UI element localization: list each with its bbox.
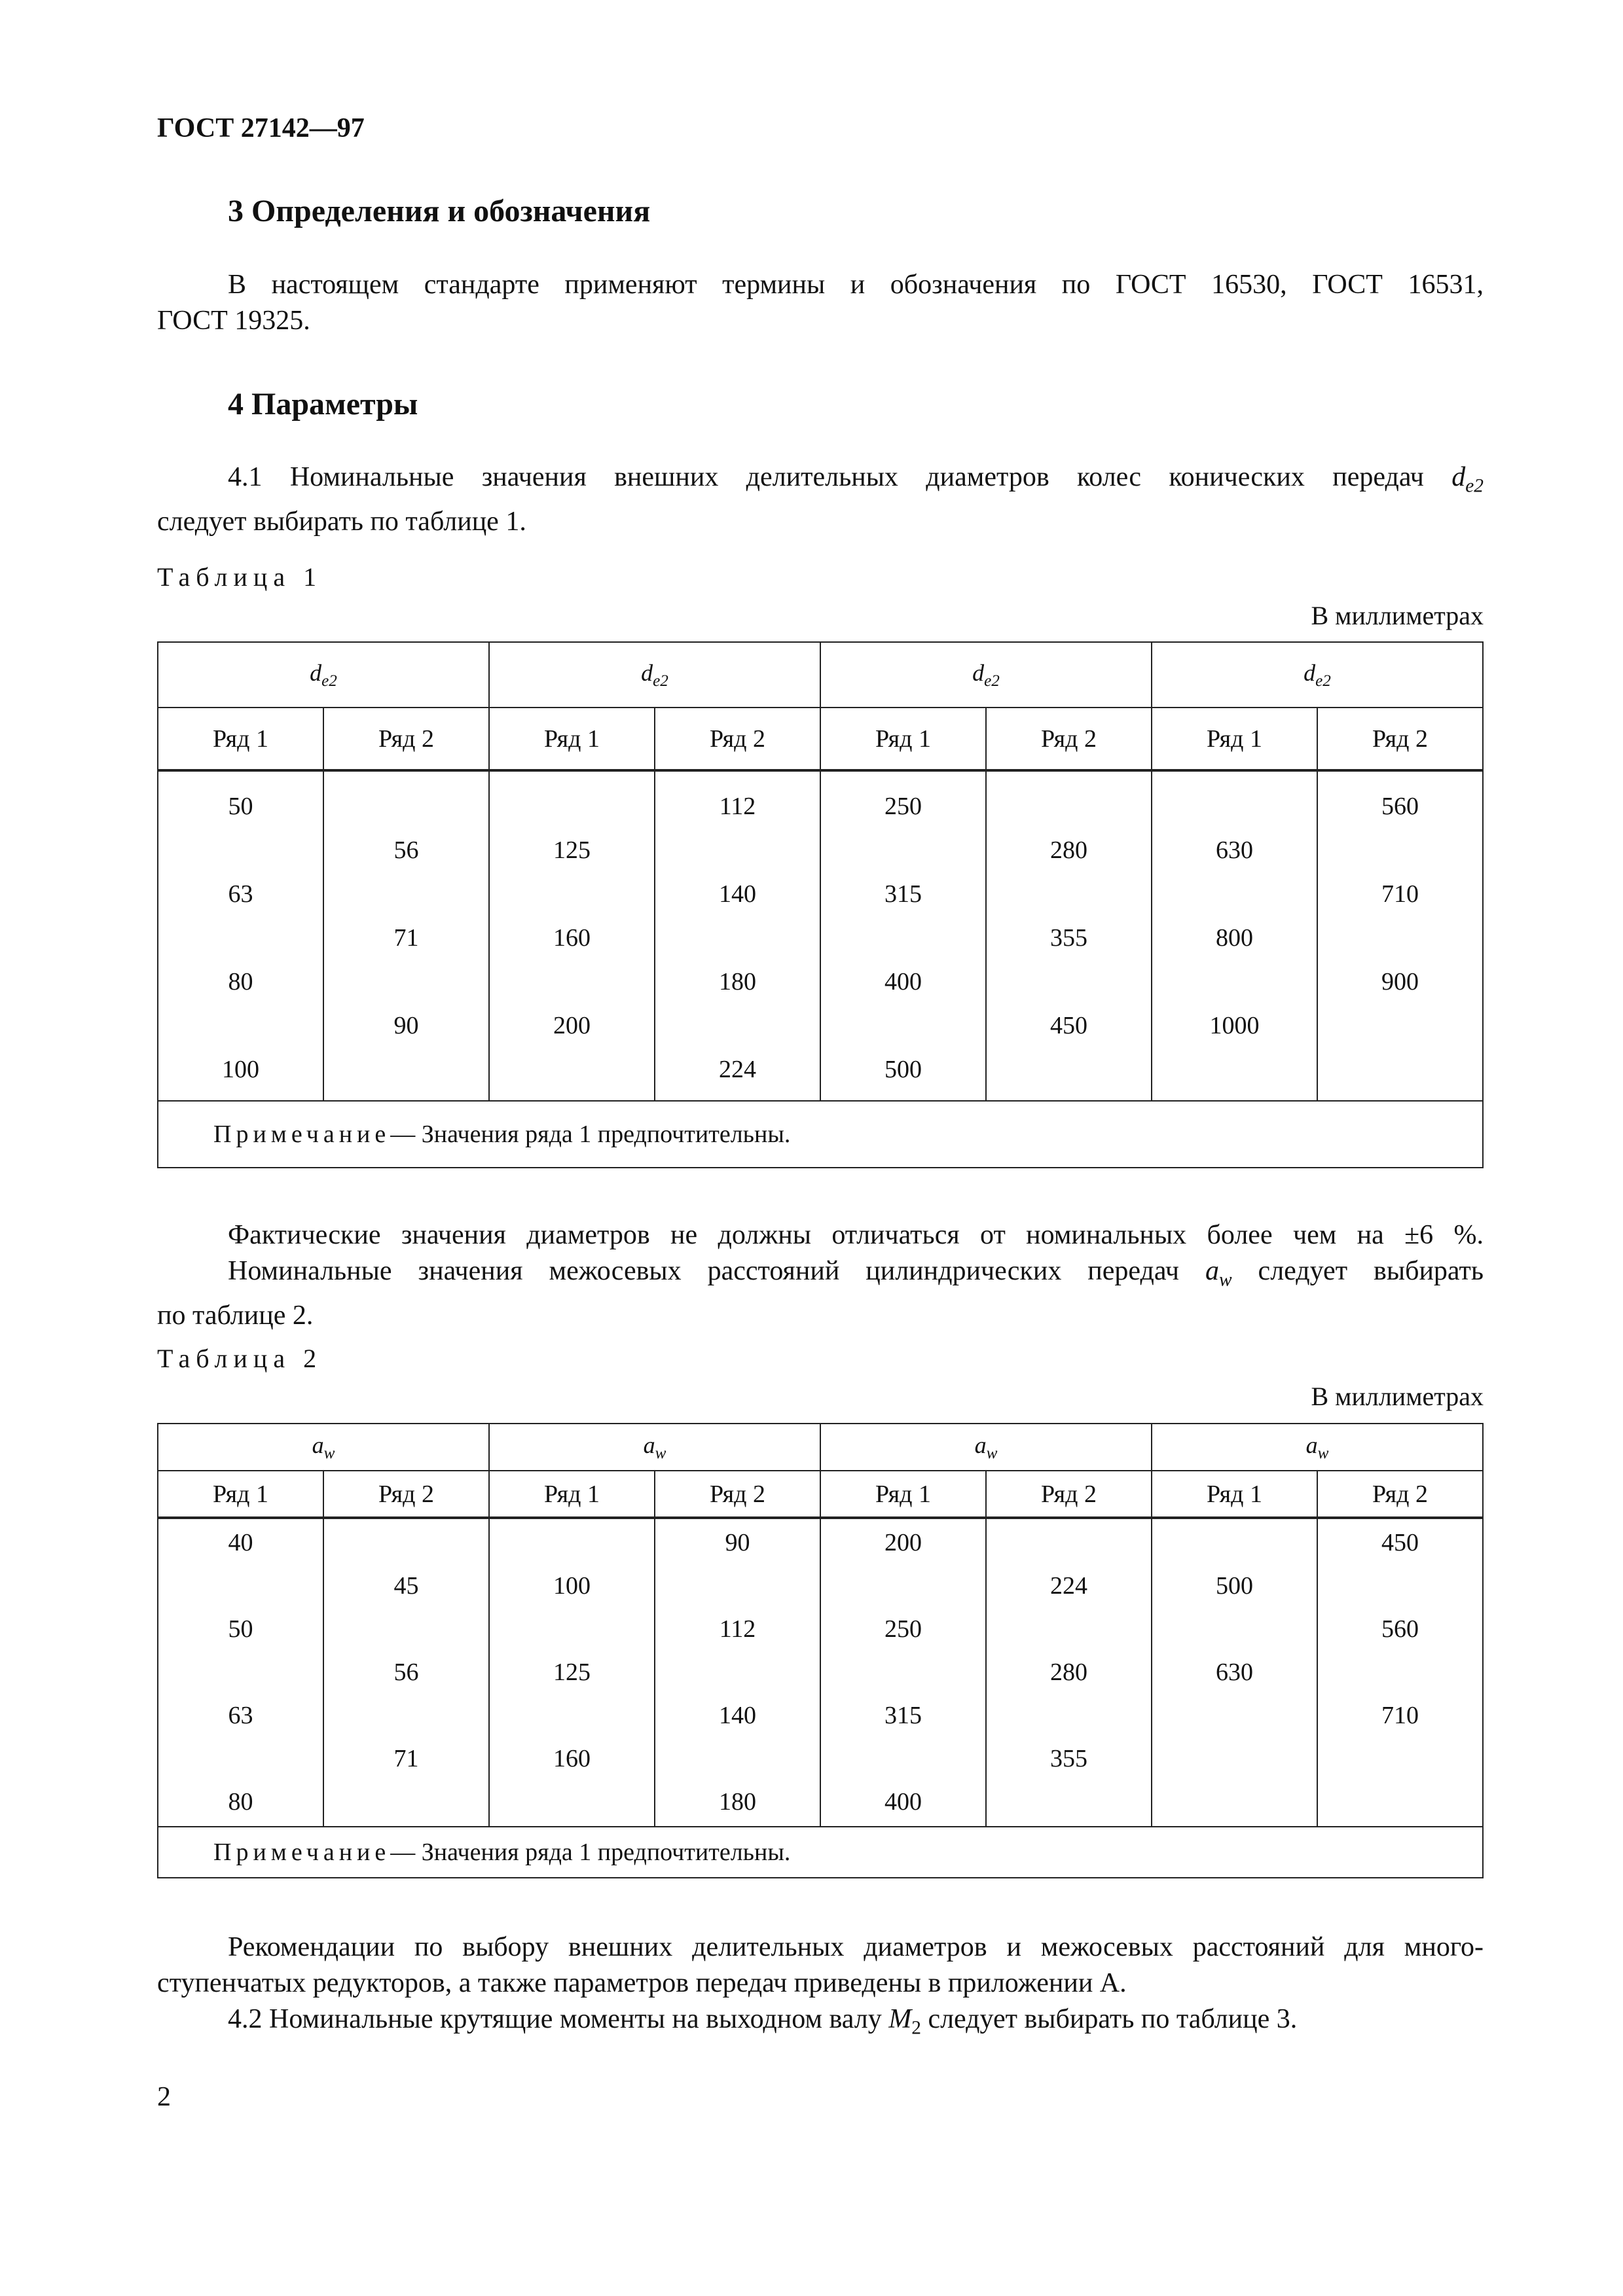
table-cell (1318, 916, 1482, 960)
table-cell (821, 1651, 985, 1694)
table-cell (821, 829, 985, 872)
table-cell (1152, 1694, 1317, 1737)
table-cell (490, 1521, 654, 1564)
table-2-subheader: Ряд 1 (820, 1471, 986, 1518)
table-cell: 800 (1216, 924, 1253, 952)
table-cell: 125 (553, 1659, 591, 1686)
table-2-column (489, 1518, 655, 1827)
middle-line1: Фактические значения диаметров не должны отличаться от номинальных более чем на ±6 %. (228, 1220, 1484, 1250)
table-cell (1152, 1780, 1317, 1823)
table-cell: 200 (884, 1529, 922, 1556)
table-cell (490, 1607, 654, 1651)
table-cell (490, 785, 654, 829)
header-symbol-sub: w (655, 1444, 666, 1463)
table-cell: 56 (393, 836, 419, 864)
table-cell (821, 916, 985, 960)
table-cell: 280 (1050, 1659, 1087, 1686)
table-2-caption: Таблица 2 (157, 1344, 323, 1373)
table-cell: 250 (884, 793, 922, 820)
table-1-column (323, 770, 489, 1101)
symbol-m: M (888, 2004, 912, 2034)
table-cell: 45 (393, 1572, 419, 1600)
table-cell: 355 (1050, 1745, 1087, 1772)
table-cell: 125 (553, 836, 591, 864)
table-1-subheader: Ряд 1 (1152, 708, 1317, 770)
table-cell: 900 (1381, 968, 1419, 996)
table-1-units: В миллиметрах (1311, 601, 1484, 630)
table-cell (324, 872, 488, 916)
recommendation-line2: ступенчатых редукторов, а также параметров передач приведены в приложении А. (157, 1968, 1127, 1998)
table-2-subheader: Ряд 2 (655, 1471, 820, 1518)
table-cell (158, 1737, 323, 1780)
page-number: 2 (157, 2082, 171, 2112)
table-1-column (1152, 770, 1317, 1101)
table-2-column (655, 1518, 820, 1827)
table-2-column (820, 1518, 986, 1827)
table-cell (1152, 785, 1317, 829)
table-cell: 315 (884, 880, 922, 908)
table-2-column (158, 1518, 323, 1827)
table-2-group-header (820, 1424, 1152, 1471)
table-1-subheader: Ряд 2 (323, 708, 489, 770)
table-cell (1318, 1048, 1482, 1092)
section-3-text (157, 267, 1484, 339)
table-2-subheader: Ряд 1 (158, 1471, 323, 1518)
table-cell: 200 (553, 1012, 591, 1039)
table-1-note (158, 1101, 1483, 1168)
table-cell (1152, 1607, 1317, 1651)
table-cell: 180 (719, 1788, 756, 1816)
table-1-caption: Таблица 1 (157, 562, 323, 592)
table-cell: 450 (1381, 1529, 1419, 1556)
table-cell: 63 (228, 880, 253, 908)
p42-text-a: 4.2 Номинальные крутящие моменты на выходном валу (228, 2004, 882, 2034)
table-1-subheader: Ряд 2 (1317, 708, 1483, 770)
table-cell: 90 (725, 1529, 750, 1556)
table-cell: 50 (228, 1615, 253, 1643)
table-cell: 500 (884, 1056, 922, 1083)
table-cell: 112 (719, 793, 756, 820)
table-2-subheader-row (158, 1471, 1483, 1518)
header-symbol-sub: w (323, 1444, 335, 1463)
section-3-line2: ГОСТ 19325. (157, 306, 310, 336)
table-cell: 280 (1050, 836, 1087, 864)
recommendation-line1: Рекомендации по выбору внешних делительных диаметров и межосевых расстояний для много- (228, 1932, 1484, 1962)
table-1-subheader: Ряд 1 (489, 708, 655, 770)
table-2-column (1152, 1518, 1317, 1827)
table-2-note-row (158, 1827, 1483, 1878)
header-symbol: d (972, 659, 985, 686)
table-cell (655, 916, 820, 960)
table-cell: 50 (228, 793, 253, 820)
table-cell (324, 785, 488, 829)
table-2-group-header (489, 1424, 820, 1471)
paragraph-4-2 (157, 2001, 1484, 2046)
table-cell: 710 (1381, 880, 1419, 908)
table-2-subheader: Ряд 1 (489, 1471, 655, 1518)
table-cell (821, 1737, 985, 1780)
table-1-subheader-row (158, 708, 1483, 770)
table-2-note-label: Примечание (213, 1839, 391, 1866)
p41-text: 4.1 Номинальные значения внешних делительных диаметров колес конических передач (228, 462, 1424, 492)
table-1-note-label: Примечание (213, 1121, 391, 1148)
table-cell: 80 (228, 1788, 253, 1816)
table-cell: 500 (1216, 1572, 1253, 1600)
table-cell (1152, 1521, 1317, 1564)
table-cell: 710 (1381, 1702, 1419, 1729)
table-cell (1318, 1780, 1482, 1823)
table-2-units: В миллиметрах (1311, 1382, 1484, 1411)
table-cell (655, 1564, 820, 1607)
table-cell (324, 1521, 488, 1564)
header-symbol: d (310, 659, 322, 686)
table-1-subheader: Ряд 1 (158, 708, 323, 770)
table-2-subheader: Ряд 1 (1152, 1471, 1317, 1518)
paragraph-4-1-line2: следует выбирать по таблице 1. (157, 507, 526, 537)
middle-line2 (157, 1253, 1484, 1298)
table-cell (490, 872, 654, 916)
table-cell: 80 (228, 968, 253, 996)
table-cell: 630 (1216, 1659, 1253, 1686)
table-cell: 400 (884, 968, 922, 996)
table-cell (987, 1694, 1151, 1737)
table-cell: 160 (553, 924, 591, 952)
table-cell (324, 960, 488, 1004)
table-1-subheader: Ряд 1 (820, 708, 986, 770)
header-symbol-sub: e2 (1315, 672, 1331, 691)
table-cell (158, 1564, 323, 1607)
table-cell (324, 1780, 488, 1823)
header-symbol: a (312, 1431, 324, 1458)
table-cell (1318, 1564, 1482, 1607)
table-cell (158, 1004, 323, 1048)
header-symbol-sub: w (986, 1444, 998, 1463)
table-cell (1152, 960, 1317, 1004)
table-cell: 180 (719, 968, 756, 996)
table-cell (655, 1737, 820, 1780)
table-cell: 355 (1050, 924, 1087, 952)
symbol-d: d (1451, 462, 1466, 492)
p42-text-b: следует выбирать по таблице 3. (928, 2004, 1298, 2034)
table-cell (987, 1521, 1151, 1564)
symbol-a: a (1205, 1256, 1219, 1286)
table-cell: 100 (222, 1056, 259, 1083)
table-2-body-row (158, 1518, 1483, 1827)
table-cell: 224 (719, 1056, 756, 1083)
table-cell (1152, 1737, 1317, 1780)
table-cell: 140 (719, 1702, 756, 1729)
table-cell: 560 (1381, 1615, 1419, 1643)
middle-line2-b: следует выбирать (1258, 1256, 1484, 1286)
paragraph-4-1-line1 (157, 459, 1484, 504)
table-cell (987, 960, 1151, 1004)
table-cell (324, 1694, 488, 1737)
table-1-column (986, 770, 1152, 1101)
table-1-column (158, 770, 323, 1101)
table-cell (158, 1651, 323, 1694)
table-cell: 71 (393, 924, 419, 952)
section-3-line1: В настоящем стандарте применяют термины и обозначения по ГОСТ 16530, ГОСТ 16531, (228, 270, 1484, 300)
header-symbol: a (974, 1431, 987, 1458)
table-cell (490, 1048, 654, 1092)
table-cell (987, 1780, 1151, 1823)
table-cell (987, 1607, 1151, 1651)
table-1-group-header (158, 642, 489, 708)
table-cell (1318, 1737, 1482, 1780)
table-1-group-header (1152, 642, 1483, 708)
header-symbol-sub: w (1317, 1444, 1329, 1463)
table-2-note-text: — Значения ряда 1 предпочтительны. (390, 1839, 791, 1866)
table-2-group-header (1152, 1424, 1483, 1471)
table-cell: 224 (1050, 1572, 1087, 1600)
table-cell: 40 (228, 1529, 253, 1556)
table-cell (158, 916, 323, 960)
table-1 (157, 641, 1484, 1168)
table-cell: 560 (1381, 793, 1419, 820)
table-1-body-row (158, 770, 1483, 1101)
table-1-group-header-row (158, 642, 1483, 708)
table-1-note-text: — Значения ряда 1 предпочтительны. (390, 1121, 791, 1148)
table-cell (1318, 1004, 1482, 1048)
table-cell (987, 1048, 1151, 1092)
table-1-subheader: Ряд 2 (986, 708, 1152, 770)
table-cell (324, 1048, 488, 1092)
table-cell (655, 829, 820, 872)
header-symbol: d (1304, 659, 1316, 686)
table-cell: 315 (884, 1702, 922, 1729)
table-2 (157, 1423, 1484, 1878)
table-cell (158, 829, 323, 872)
table-cell (821, 1564, 985, 1607)
table-cell (490, 1694, 654, 1737)
table-cell: 1000 (1209, 1012, 1260, 1039)
header-symbol: d (641, 659, 653, 686)
header-symbol: a (643, 1431, 655, 1458)
table-2-group-header-row (158, 1424, 1483, 1471)
paragraph-4-1 (157, 459, 1484, 540)
table-2-group-header (158, 1424, 489, 1471)
table-cell: 160 (553, 1745, 591, 1772)
symbol-d-sub: e2 (1465, 475, 1484, 497)
table-1-group-header (489, 642, 820, 708)
section-4-heading: 4 Параметры (228, 387, 418, 422)
bottom-text (157, 1929, 1484, 2046)
header-symbol-sub: e2 (321, 672, 337, 691)
table-cell: 90 (393, 1012, 419, 1039)
table-cell (324, 1607, 488, 1651)
middle-line3: по таблице 2. (157, 1300, 314, 1331)
header-symbol: a (1305, 1431, 1318, 1458)
table-cell (821, 1004, 985, 1048)
table-2-column (323, 1518, 489, 1827)
table-1-column (1317, 770, 1483, 1101)
table-cell (490, 1780, 654, 1823)
symbol-m-sub: 2 (911, 2017, 921, 2039)
table-cell: 100 (553, 1572, 591, 1600)
table-2-note (158, 1827, 1483, 1878)
table-2-subheader: Ряд 2 (1317, 1471, 1483, 1518)
table-cell: 400 (884, 1788, 922, 1816)
table-2-subheader: Ряд 2 (986, 1471, 1152, 1518)
table-1-column (820, 770, 986, 1101)
table-cell: 71 (393, 1745, 419, 1772)
table-cell (1152, 1048, 1317, 1092)
table-1-column (489, 770, 655, 1101)
header-symbol-sub: e2 (984, 672, 1000, 691)
table-cell (987, 872, 1151, 916)
table-1-column (655, 770, 820, 1101)
table-cell: 250 (884, 1615, 922, 1643)
table-1-note-row (158, 1101, 1483, 1168)
middle-text (157, 1217, 1484, 1334)
symbol-a-sub: w (1218, 1269, 1232, 1291)
middle-line2-a: Номинальные значения межосевых расстояний цилиндрических передач (228, 1256, 1179, 1286)
table-cell (490, 960, 654, 1004)
table-cell (1318, 1651, 1482, 1694)
table-cell (987, 785, 1151, 829)
table-cell: 140 (719, 880, 756, 908)
table-1-group-header (820, 642, 1152, 708)
section-3-heading: 3 Определения и обозначения (228, 194, 651, 228)
table-2-column (1317, 1518, 1483, 1827)
table-cell: 630 (1216, 836, 1253, 864)
table-cell (1152, 872, 1317, 916)
table-2-column (986, 1518, 1152, 1827)
table-cell (1318, 829, 1482, 872)
table-cell (655, 1651, 820, 1694)
table-1-subheader: Ряд 2 (655, 708, 820, 770)
table-cell: 112 (719, 1615, 756, 1643)
table-cell: 63 (228, 1702, 253, 1729)
document-code: ГОСТ 27142—97 (157, 113, 365, 143)
table-cell: 56 (393, 1659, 419, 1686)
table-cell (655, 1004, 820, 1048)
table-2-subheader: Ряд 2 (323, 1471, 489, 1518)
header-symbol-sub: e2 (653, 672, 668, 691)
table-cell: 450 (1050, 1012, 1087, 1039)
